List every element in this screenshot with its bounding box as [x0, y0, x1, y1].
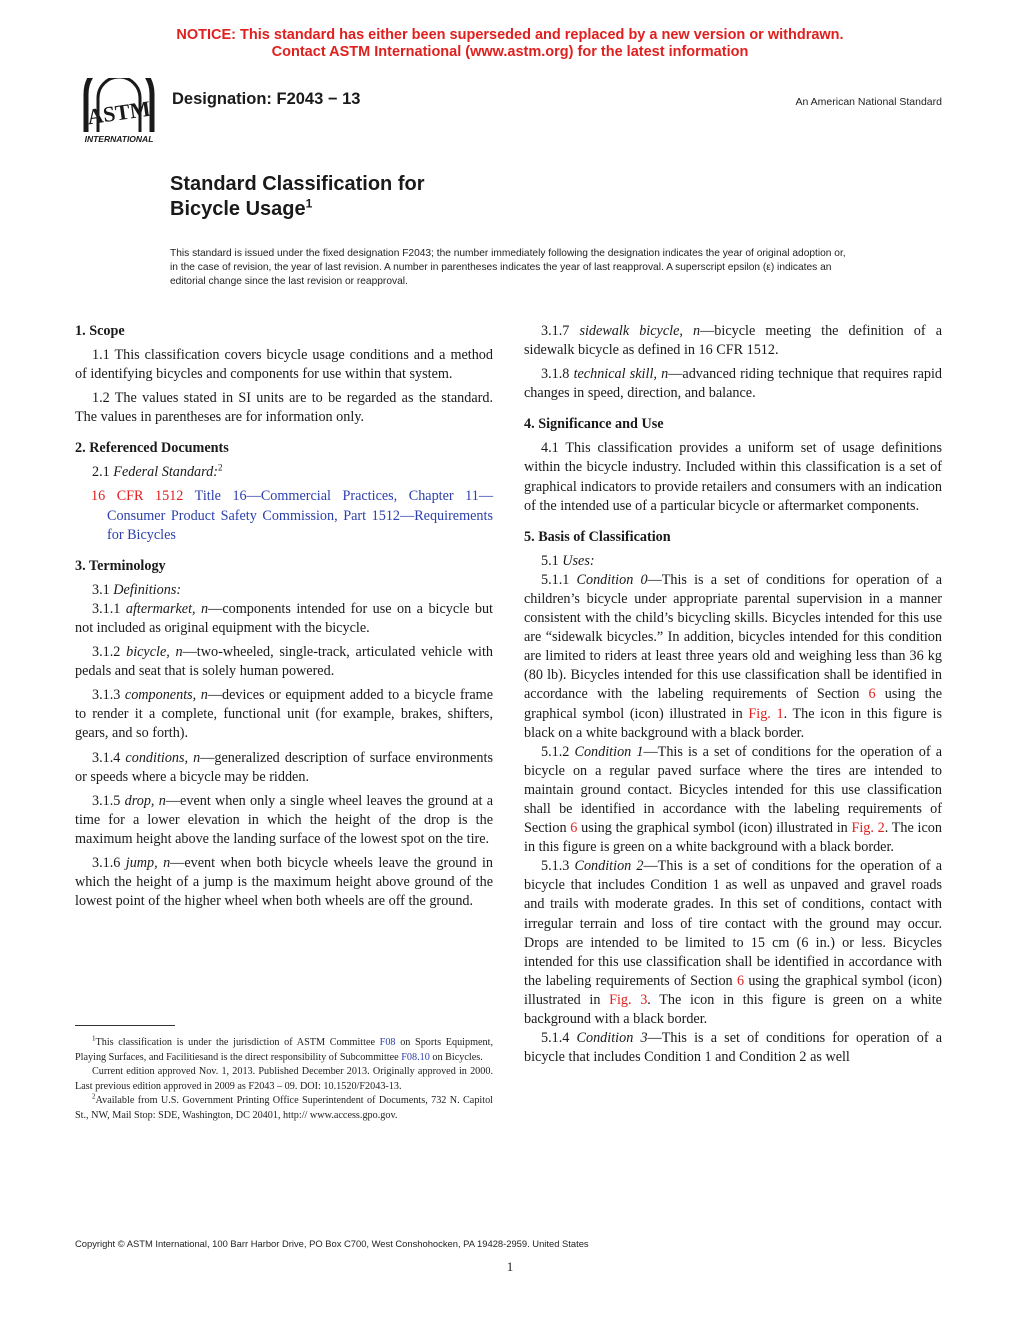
term-number: 3.1.5: [92, 792, 121, 809]
notice-line-1: NOTICE: This standard has either been superseded and replaced by a new version or withdrawn.: [176, 27, 844, 43]
paragraph-1-1: 1.1 This classification covers bicycle usage conditions and a method of identifying bicycles and components for use within that system.: [75, 347, 493, 383]
reference-title-link[interactable]: Title 16—Commercial Practices, Chapter 11—Consumer Product Safety Commission, Part 1512—Requirements for Bicycles: [107, 488, 494, 543]
national-standard-label: An American National Standard: [795, 96, 942, 108]
condition-text: . The icon in this figure is green on a white background with a black border.: [524, 991, 942, 1027]
condition-label: Condition 2: [574, 858, 644, 875]
para-number: 5.1.4: [541, 1030, 570, 1047]
designation: Designation: F2043 − 13: [172, 90, 361, 108]
condition-2: [524, 857, 942, 1029]
term-bicycle: [75, 643, 493, 681]
section-heading-basis: 5. Basis of Classification: [524, 528, 671, 545]
section-heading-significance: 4. Significance and Use: [524, 416, 664, 433]
paragraph-5-1: [524, 552, 942, 571]
title-line-2: [170, 197, 425, 222]
term-name: components, n: [124, 687, 208, 704]
term-definition: —two-wheeled, single-track, articulated vehicle with pedals and seat that is solely human powered.: [75, 644, 494, 680]
term-definition: —event when only a single wheel leaves the ground at a time for a lower elevation in which the height of the drop is the maximum height above the landing surface of the lowest spot on the tire.: [75, 792, 494, 847]
term-number: 3.1.7: [541, 323, 570, 339]
condition-text: —This is a set of conditions for operation of a bicycle that includes Condition 1 and Condition 2 as well: [524, 1030, 942, 1066]
term-drop: [75, 792, 493, 849]
condition-0: [524, 571, 942, 743]
term-name: sidewalk bicycle, n: [579, 323, 701, 339]
section-heading-referenced-documents: 2. Referenced Documents: [75, 440, 229, 457]
term-aftermarket: [75, 600, 493, 638]
term-number: 3.1.8: [541, 366, 570, 383]
paragraph-2-1: [75, 463, 493, 482]
footnote-text: on Bicycles.: [429, 1051, 483, 1063]
document-title: [170, 172, 425, 222]
section-heading-terminology: 3. Terminology: [75, 557, 166, 574]
term-number: 3.1.6: [92, 854, 121, 871]
para-number: 3.1: [92, 581, 110, 598]
section-heading-scope: 1. Scope: [75, 323, 125, 339]
footnote-1-edition: Current edition approved Nov. 1, 2013. Published December 2013. Originally approved in 2000. Last previous edition approved in 2009 as F2043 – 09. DOI: 10.1520/F2043-13.: [75, 1066, 493, 1092]
term-definition: —advanced riding technique that requires rapid changes in speed, direction, and balance.: [524, 366, 942, 402]
notice-line-2: Contact ASTM International (www.astm.org) for the latest information: [271, 43, 749, 60]
footnote-mark: 1: [92, 1034, 96, 1043]
footnote-divider: [75, 1025, 175, 1026]
term-name: aftermarket, n: [125, 600, 209, 617]
footnote-text: Available from U.S. Government Printing Office Superintendent of Documents, 732 N. Capitol St., NW, Mail Stop: SDE, Washington, DC 20401, http:// www.access.gpo.gov.: [75, 1095, 493, 1121]
section-6-link[interactable]: 6: [736, 972, 745, 989]
left-column: [75, 322, 493, 916]
fig-1-link[interactable]: Fig. 1: [748, 705, 784, 722]
para-label: Uses:: [562, 552, 595, 569]
condition-label: Condition 0: [576, 571, 648, 588]
para-number: 5.1.1: [541, 571, 570, 588]
copyright-footer: Copyright © ASTM International, 100 Barr Harbor Drive, PO Box C700, West Conshohocken, PA 19428-2959. United States: [75, 1238, 589, 1249]
fig-3-link[interactable]: Fig. 3: [609, 991, 648, 1008]
term-sidewalk-bicycle: [524, 322, 942, 360]
superseded-notice: [0, 27, 1020, 60]
condition-label: Condition 1: [574, 743, 644, 760]
title-footnote-mark: 1: [305, 196, 313, 211]
term-definition: —event when both bicycle wheels leave the ground in which the height of a jump is the maximum height above ground of the lowest point of the higher wheel when both wheels are off the ground.: [75, 854, 493, 910]
title-text: Bicycle Usage: [170, 198, 306, 220]
term-definition: —bicycle meeting the definition of a sidewalk bicycle as defined in 16 CFR 1512.: [524, 323, 943, 359]
condition-text: . The icon in this figure is green on a white background with a black border.: [524, 820, 942, 856]
term-name: jump, n: [125, 854, 171, 871]
paragraph-3-1: [75, 581, 493, 600]
term-components: [75, 686, 493, 743]
para-number: 2.1: [92, 464, 110, 481]
term-name: drop, n: [124, 792, 166, 809]
term-definition: —components intended for use on a bicycle but not included as original equipment with the bicycle.: [75, 600, 493, 636]
term-number: 3.1.1: [92, 600, 121, 617]
term-technical-skill: [524, 365, 942, 403]
logo-subtext: INTERNATIONAL: [84, 134, 154, 144]
condition-text: using the graphical symbol (icon) illustrated in: [524, 972, 942, 1008]
right-column: [524, 322, 942, 1067]
term-jump: [75, 854, 493, 911]
astm-logo-mark: [76, 78, 162, 144]
para-number: 5.1.2: [541, 743, 570, 760]
para-number: 5.1.3: [541, 858, 570, 875]
condition-text: —This is a set of conditions for the operation of a bicycle that includes Condition 1 as well as unpaved and gravel roads and trails with moderate grades. In this set of conditions, contact with irregular terrain and loss of tire contact with the ground may occur. Drops are intended to be limited to 15 cm (6 in.) or less. Bicycles intended for this use classification shall be identified in accordance with the labeling requirements of Section: [524, 858, 943, 989]
section-6-link[interactable]: 6: [570, 820, 578, 837]
term-name: bicycle, n: [126, 644, 183, 661]
term-number: 3.1.4: [92, 749, 121, 766]
committee-link[interactable]: F08: [379, 1037, 396, 1048]
page-number: 1: [506, 1259, 514, 1274]
footnote-text: This classification is under the jurisdiction of ASTM Committee: [95, 1037, 380, 1048]
astm-logo: [76, 78, 162, 144]
reference-16-cfr-1512[interactable]: [75, 487, 493, 544]
footnote-mark: 2: [92, 1092, 96, 1101]
para-label: Federal Standard:: [113, 464, 218, 481]
footnote-1: [75, 1036, 493, 1065]
condition-label: Condition 3: [576, 1030, 648, 1047]
condition-1: [524, 743, 942, 858]
term-definition: —generalized description of surface environments or speeds where a bicycle may be ridden.: [75, 749, 493, 785]
paragraph-4-1: 4.1 This classification provides a uniform set of usage definitions within the bicycle industry. Included within this classification is a set of graphical indicators to provide retailers and consumers with an indication of the intended use of a particular bicycle or aftermarket components.: [524, 440, 942, 514]
para-label: Definitions:: [113, 581, 182, 598]
footnotes: [75, 1036, 493, 1124]
paragraph-1-2: 1.2 The values stated in SI units are to be regarded as the standard. The values in parentheses are for information only.: [75, 390, 493, 426]
subcommittee-link[interactable]: F08.10: [401, 1051, 430, 1063]
issuance-note: This standard is issued under the fixed designation F2043; the number immediately following the designation indicates the year of original adoption or, in the case of revision, the year of last revision. A number in parentheses indicates the year of last reapproval. A superscript epsilon (ε) indicates an editorial change since the last revision or reapproval.: [170, 248, 846, 288]
condition-text: —This is a set of conditions for the operation of a bicycle on a regular paved surface where the tires are intended to maintain ground contact. Bicycles intended for this use classification shall be identified in accordance with the labeling requirements of Section: [524, 743, 943, 837]
term-number: 3.1.3: [92, 687, 121, 704]
condition-text: using the graphical symbol (icon) illustrated in: [524, 686, 943, 722]
condition-text: —This is a set of conditions for operation of a children’s bicycle under appropriate parental supervision in a manner consistent with the child’s bicycling skills. Bicycles intended for this use are “sidewalk bicycles.” In addition, bicycles intended for this condition are limited to riders at least three years old and weighing less than 36 kg (80 lb). Bicycles intended for this use classification shall be identified in accordance with the labeling requirements of Section: [524, 571, 942, 703]
condition-text: using the graphical symbol (icon) illustrated in: [577, 820, 852, 837]
reference-code-link[interactable]: 16 CFR 1512: [91, 488, 184, 505]
term-definition: —devices or equipment added to a bicycle frame to render it a complete, functional unit (for example, brakes, shifters, gears, and so forth).: [75, 687, 494, 742]
footnote-mark: 2: [217, 462, 223, 473]
term-number: 3.1.2: [92, 644, 121, 661]
fig-2-link[interactable]: Fig. 2: [851, 820, 885, 837]
term-name: technical skill, n: [573, 366, 669, 383]
logo-text: ASTM: [85, 95, 153, 130]
para-number: 5.1: [541, 552, 559, 569]
section-6-link[interactable]: 6: [868, 686, 876, 703]
term-name: conditions, n: [125, 749, 201, 766]
title-line-1: Standard Classification for: [170, 173, 425, 195]
condition-3: [524, 1029, 942, 1067]
footnote-2: [75, 1094, 493, 1123]
condition-text: . The icon in this figure is black on a white background with a black border.: [524, 705, 942, 741]
footnote-text: on Sports Equipment, Playing Surfaces, and Facilitiesand is the direct responsibility of Subcommittee: [75, 1037, 493, 1063]
term-conditions: [75, 749, 493, 787]
